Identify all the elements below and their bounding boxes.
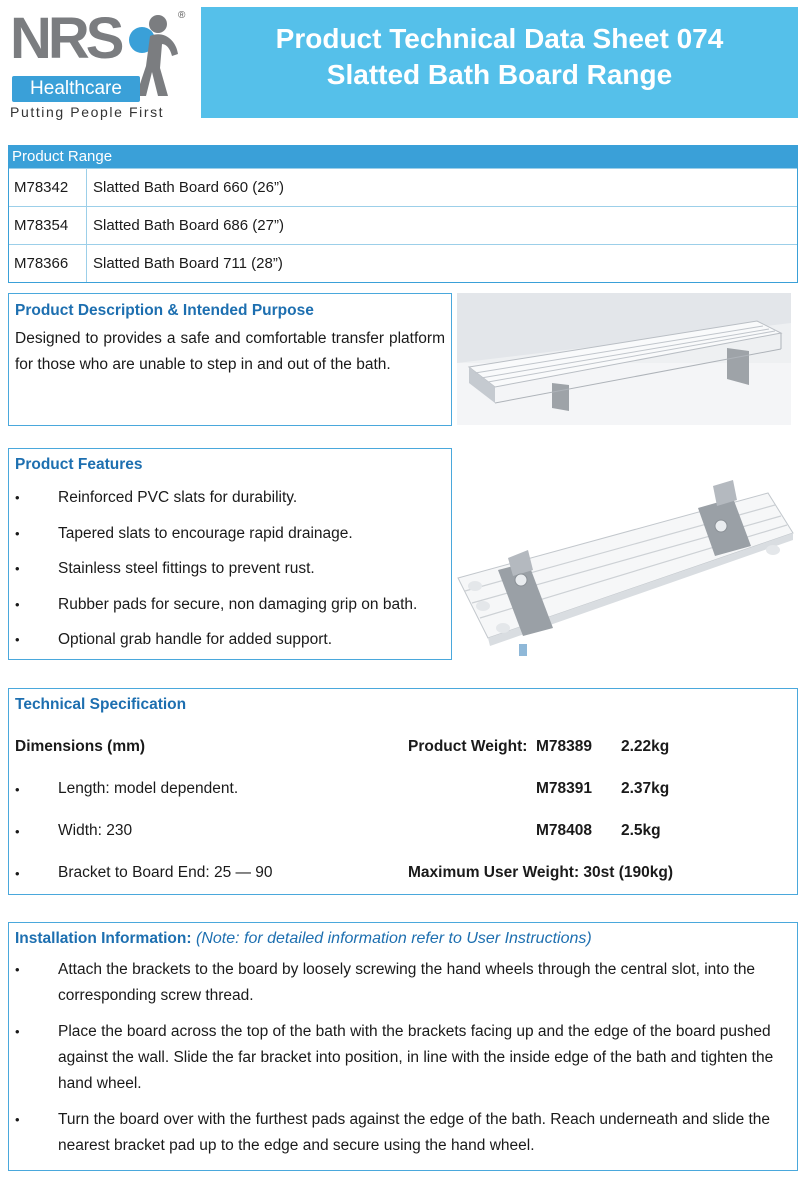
registered-mark: ® [178, 10, 186, 21]
logo-brand: NRS [10, 6, 121, 71]
weight-code: M78408 [536, 822, 593, 839]
product-description: Slatted Bath Board 711 (28”) [93, 255, 283, 272]
list-item: • Tapered slats to encourage rapid drainage. [15, 516, 445, 552]
weight-value: 2.22kg [621, 738, 670, 755]
weight-value: 2.37kg [621, 780, 670, 797]
nrs-healthcare-logo [8, 8, 198, 120]
features-section [8, 448, 452, 660]
weight-code: M78389 [536, 738, 593, 755]
product-code: M78354 [9, 207, 87, 244]
installation-heading: Installation Information: [15, 930, 192, 947]
installation-section [8, 922, 798, 1171]
dimension-bracket: Bracket to Board End: 25 — 90 [58, 864, 273, 881]
product-description: Slatted Bath Board 660 (26”) [93, 179, 284, 196]
description-text: Designed to provides a safe and comfortable transfer platform for those who are unable to step in and out of the bath. [15, 330, 445, 373]
installation-steps [15, 957, 791, 1159]
dimension-length: Length: model dependent. [58, 780, 239, 797]
weight-value: 2.5kg [621, 822, 661, 839]
product-code: M78342 [9, 169, 87, 206]
description-section [8, 293, 452, 426]
product-weight-label: Product Weight: [408, 738, 528, 755]
description-heading: Product Description & Intended Purpose [15, 302, 314, 319]
table-row [9, 244, 797, 282]
list-item: • Rubber pads for secure, non damaging grip on bath. [15, 587, 445, 623]
spec-heading: Technical Specification [15, 696, 187, 713]
title-banner [201, 7, 798, 118]
list-item: • Place the board across the top of the bath with the brackets facing up and the edge of the board pushed against the wall. Slide the far bracket into position, in line with the inside edge of the bath and tighten the hand wheel. [15, 1019, 791, 1097]
dimension-width: Width: 230 [58, 822, 133, 839]
list-item: • Reinforced PVC slats for durability. [15, 480, 445, 516]
technical-spec-section: Technical Specification Dimensions (mm) • Length: model dependent. • Width: 230 • Bracket to Board End: 25 — 90 Product Weight: M78389 2.22kg M78391 2.37kg M78408 2.5kg Maximum User Weight: 30st (190kg) [8, 688, 798, 895]
features-list [15, 480, 445, 658]
product-description: Slatted Bath Board 686 (27”) [93, 217, 284, 234]
product-code: M78366 [9, 245, 87, 282]
list-item: • Turn the board over with the furthest pads against the edge of the bath. Reach underneath and slide the nearest bracket pad up to the edge and secure using the hand wheel. [15, 1107, 791, 1159]
title-line-1: Product Technical Data Sheet 074 [275, 23, 724, 54]
bath-board-installed-photo [457, 293, 791, 425]
logo-healthcare-label: Healthcare [12, 76, 140, 102]
installation-note: (Note: for detailed information refer to User Instructions) [195, 930, 592, 947]
list-item: • Optional grab handle for added support. [15, 622, 445, 658]
title-line-2: Slatted Bath Board Range [326, 59, 673, 90]
list-item: • Stainless steel fittings to prevent rust. [15, 551, 445, 587]
list-item: • Attach the brackets to the board by loosely screwing the hand wheels through the central slot, into the corresponding screw thread. [15, 957, 791, 1009]
logo-tagline: Putting People First [10, 104, 165, 120]
dimensions-label: Dimensions (mm) [15, 738, 146, 755]
product-range-heading: Product Range [9, 146, 797, 168]
table-row [9, 168, 797, 206]
product-range-table [8, 145, 798, 283]
weight-code: M78391 [536, 780, 593, 797]
table-row [9, 206, 797, 244]
max-user-weight: Maximum User Weight: 30st (190kg) [408, 864, 674, 881]
bath-board-brackets-photo [453, 478, 798, 668]
features-heading: Product Features [15, 456, 143, 473]
